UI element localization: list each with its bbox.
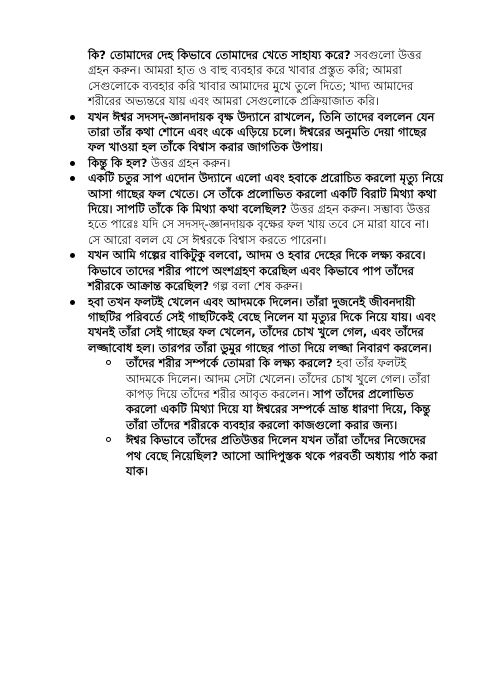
item-bold-text: একটি চতুর সাপ এদোন উদ্যানে এলো এবং হবাকে প্ররোচিত করলো মৃত্যু নিয়ে আসা গাছের ফল খেতে। সে তাঁকে প্রলোভিত করলো একটি বিরাট মিথ্যা কথা দিয়ে। সাপটি তাঁকে কি মিথ্যা কথা বলেছিল?: [88, 171, 444, 217]
sub-item-normal-text: হবা তাঁর ফলটই আদমকে দিলেন। আদম সেটা খেলেন। তাঁদের চোখ খুলে গেল। তাঁরা কাপড় দিয়ে তাঁদের শরীর আবৃত করলেন।: [126, 356, 431, 401]
hollow-bullet-icon: [106, 360, 111, 365]
sub-bullet-list: [64, 356, 444, 479]
bullet-icon: [70, 176, 75, 181]
list-item: [64, 171, 444, 248]
sub-item-bold-text: সাপ তাঁদের প্রলোভিত করলো একটি মিথ্যা দিয়ে যা ঈশ্বরের সম্পর্কে ভ্রান্ত ধারণা দিয়ে, কিন্তু তাঁরা তাঁদের শরীরকে ব্যবহার করলো কাজগুলো করার জন্য।: [126, 386, 431, 432]
item-bold-text: হবা তখন ফলটই খেলেন এবং আদমকে দিলেন। তাঁরা দুজনেই জীবনদায়ী গাছটির পরিবর্তে সেই গাছটিকেই বেছে নিলেন যা মৃত্যুর দিকে নিয়ে যায়। এবং যখনই তাঁরা সেই গাছের ফল খেলেন, তাঁদের চোখ খুলে গেল, এবং তাঁদের লজ্জাবোধ হল। তারপর তাঁরা ডুমুর গাছের পাতা দিয়ে লজ্জা নিবারণ করলেন।: [88, 294, 436, 355]
list-item: [64, 248, 444, 294]
item-bold-text: কিন্তু কি হল?: [88, 155, 148, 170]
bullet-icon: [70, 300, 75, 305]
intro-question: কি? তোমাদের দেহ কিভাবে তোমাদের খেতে সাহায্য করে?: [88, 48, 351, 62]
bullet-icon: [70, 161, 75, 166]
document-body: [64, 48, 444, 479]
list-item: [64, 110, 444, 156]
bullet-icon: [70, 253, 75, 258]
intro-answer: সবগুলো উত্তর গ্রহন করুন। আমরা হাত ও বাহু ব্যবহার করে খাবার প্রস্তুত করি; আমরা সেগুলোকে ব্যবহার করি খাবার আমাদের মুখে তুলে দিতে; খাদ্য আমাদের শরীরের অভ্যন্তরে যায় এবং আমরা সেগুলোকে প্রক্রিয়াজাত করি।: [88, 48, 422, 109]
hollow-bullet-icon: [106, 437, 111, 442]
list-item: [64, 156, 444, 171]
bullet-list: [64, 110, 444, 357]
item-normal-text: গল্প বলা শেষ করুন।: [209, 279, 303, 294]
item-bold-text: যখন আমি গল্পের বাকিটুকু বলবো, আদম ও হবার দেহের দিকে লক্ষ্য করবে। কিভাবে তাদের শরীর পাপে অংশগ্রহণ করেছিল এবং কিভাবে পাপ তাঁদের শরীরকে আক্রান্ত করেছিল?: [88, 248, 426, 294]
sub-list-item: [64, 356, 444, 433]
sub-item-bold-text: তাঁদের শরীর সম্পর্কে তোমরা কি লক্ষ্য করলে?: [126, 356, 333, 371]
item-bold-text: যখন ঈশ্বর সদসদ্‌-জ্ঞানদায়ক বৃক্ষ উদ্যানে রাখলেন, তিনি তাদের বললেন যেন তারা তাঁর কথা শোনে এবং একে এড়িয়ে চলে। ঈশ্বরের অনুমতি দেয়া গাছের ফল খাওয়া হল তাঁকে বিশ্বাস করার জাগতিক উপায়।: [88, 109, 435, 155]
sub-item-bold-text: ঈশ্বর কিভাবে তাঁদের প্রতিউত্তর দিলেন যখন তাঁরা তাঁদের নিজেদের পথ বেছে নিয়েছিল? আসো আদিপুস্তক থকে পরবর্তী অধ্যায় পাঠ করা যাক।: [126, 433, 438, 478]
list-item: [64, 295, 444, 357]
item-normal-text: উত্তর গ্রহন করুন।: [147, 155, 231, 170]
item-normal-text: উত্তর গ্রহন করুন। সম্ভাব্য উত্তর হতে পারেঃ যদি সে সদসদ্‌-জ্ঞানদায়ক বৃক্ষের ফল খায় তবে সে মারা যাবে না। সে আরো বলল যে সে ঈশ্বরকে বিশ্বাস করতে পারেনা।: [88, 202, 430, 247]
intro-paragraph: [64, 48, 444, 110]
bullet-icon: [70, 115, 75, 120]
sub-list-item: [64, 433, 444, 479]
